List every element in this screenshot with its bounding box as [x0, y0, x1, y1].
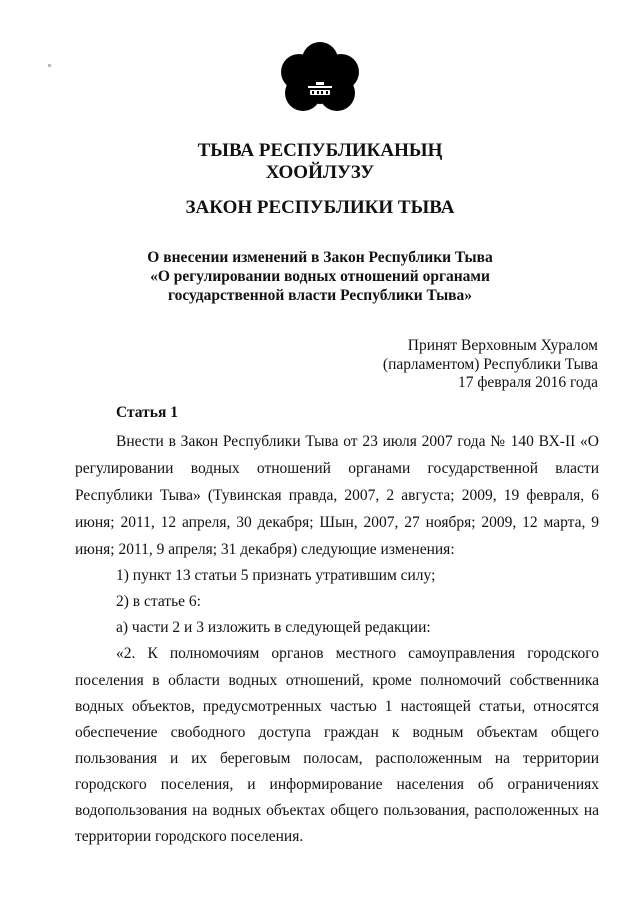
tuva-title-line1: ТЫВА РЕСПУБЛИКАНЫҢ	[197, 140, 443, 161]
paragraph1-line3: Республики Тыва» (Тувинская правда, 2007, 2 августа; 2009, 19 февраля, 6	[75, 487, 599, 504]
tuva-emblem-icon	[277, 38, 363, 118]
quote-line6: городского поселения, и информирование населения об ограничениях	[75, 776, 599, 793]
quote-line2: поселения в области водных отношений, кроме полномочий собственника	[75, 672, 599, 689]
list-item-2a: а) части 2 и 3 изложить в следующей редакции:	[116, 619, 431, 636]
adopted-date: 17 февраля 2016 года	[457, 374, 598, 391]
list-item-2: 2) в статье 6:	[116, 593, 201, 610]
law-title: ЗАКОН РЕСПУБЛИКИ ТЫВА	[185, 197, 455, 218]
article-heading: Статья 1	[116, 404, 178, 421]
subject-line1: О внесении изменений в Закон Республики Тыва	[147, 249, 493, 266]
adopted-line1: Принят Верховным Хуралом	[407, 337, 598, 354]
quote-line3: водных объектов, предусмотренных частью 1 настоящей статьи, относятся	[75, 698, 599, 715]
quote-line7: водопользования на водных объектах общего пользования, расположенных на	[75, 802, 599, 819]
paragraph1-line2: регулировании водных отношений органами государственной власти	[75, 460, 599, 477]
subject-line2: «О регулировании водных отношений органами	[150, 268, 490, 285]
paragraph1-line1: Внести в Закон Республики Тыва от 23 июля 2007 года № 140 ВХ-II «О	[116, 433, 599, 450]
paragraph1-line5: июня; 2011, 9 апреля; 31 декабря) следующие изменения:	[75, 541, 455, 558]
quote-line4: обеспечение свободного доступа граждан к водным объектам общего	[75, 724, 599, 741]
list-item-1: 1) пункт 13 статьи 5 признать утратившим силу;	[116, 567, 436, 584]
quote-line8: территории городского поселения.	[75, 828, 304, 845]
paragraph1-line4: июня; 2011, 12 апреля, 30 декабря; Шын, 2007, 27 ноября; 2009, 12 марта, 9	[75, 514, 599, 531]
scan-speck	[48, 64, 51, 67]
tuva-title-line2: ХООЙЛУЗУ	[265, 162, 375, 183]
quote-line1: «2. К полномочиям органов местного самоуправления городского	[116, 645, 599, 662]
subject-line3: государственной власти Республики Тыва»	[167, 287, 473, 304]
adopted-line2: (парламентом) Республики Тыва	[382, 356, 598, 373]
quote-line5: пользования и их береговым полосам, расположенным на территории	[75, 750, 599, 767]
